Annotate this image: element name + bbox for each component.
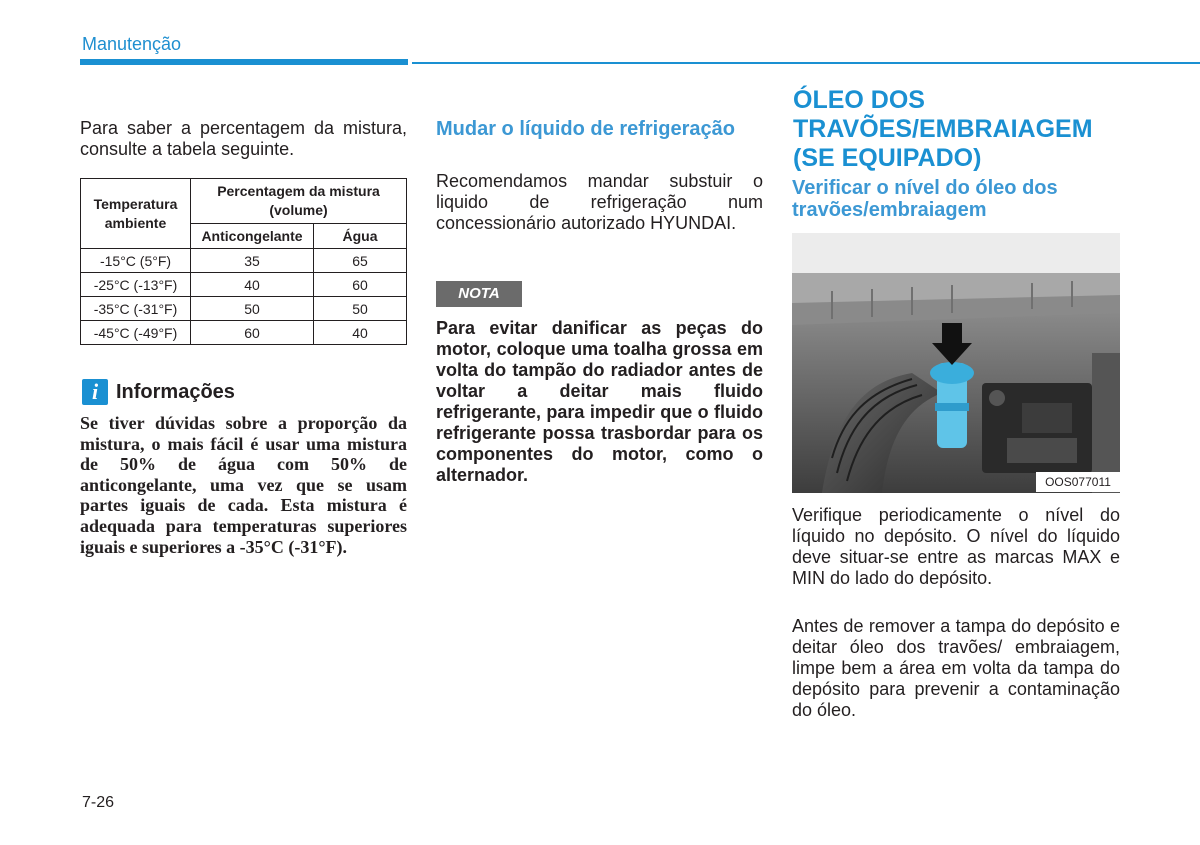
- cell-antifreeze: 35: [191, 249, 314, 273]
- cell-water: 65: [314, 249, 407, 273]
- page-number: 7-26: [82, 794, 115, 811]
- table-row: [81, 321, 407, 345]
- cell-water: 40: [314, 321, 407, 345]
- header-rule-thick: [80, 59, 408, 65]
- cell-antifreeze: 60: [191, 321, 314, 345]
- cell-water: 60: [314, 273, 407, 297]
- cell-temp: -35°C (-31°F): [81, 297, 191, 321]
- mixture-table: [80, 178, 407, 345]
- cell-antifreeze: 50: [191, 297, 314, 321]
- brake-paragraph-1: Verifique periodicamente o nível do líquido no depósito. O nível do líquido deve situar-se entre as marcas MAX e MIN do lado do depósito.: [792, 505, 1120, 588]
- section-title: ÓLEO DOS TRAVÕES/EMBRAIAGEM (SE EQUIPADO): [793, 86, 1093, 172]
- header-rule-thin: [412, 62, 1200, 64]
- section-header-title: Manutenção: [82, 34, 182, 54]
- table-header-temperature: Temperatura ambiente: [81, 179, 191, 249]
- coolant-heading: Mudar o líquido de refrigeração: [436, 118, 735, 140]
- cell-water: 50: [314, 297, 407, 321]
- table-header-water: Água: [314, 224, 407, 249]
- table-row: [81, 249, 407, 273]
- nota-badge: NOTA: [436, 281, 522, 307]
- cell-temp: -15°C (5°F): [81, 249, 191, 273]
- table-row: [81, 297, 407, 321]
- info-text: Se tiver dúvidas sobre a proporção da mistura, o mais fácil é usar uma mistura de 50% de água com 50% de anticongelante, uma vez que se usam partes iguais de cada. Esta mistura é adequada para temperaturas superiores iguais e superiores a -35°C (-31°F).: [80, 413, 407, 557]
- table-row: [81, 273, 407, 297]
- cell-temp: -45°C (-49°F): [81, 321, 191, 345]
- image-code: OOS077011: [1036, 472, 1120, 492]
- table-header-antifreeze: Anticongelante: [191, 224, 314, 249]
- cell-temp: -25°C (-13°F): [81, 273, 191, 297]
- intro-paragraph: Para saber a percentagem da mistura, consulte a tabela seguinte.: [80, 118, 407, 159]
- brake-subheading: Verificar o nível do óleo dos travões/embraiagem: [792, 177, 1058, 221]
- info-title: Informações: [116, 381, 235, 403]
- engine-bay-photo: [792, 233, 1120, 493]
- brake-paragraph-2: Antes de remover a tampa do depósito e deitar óleo dos travões/ embraiagem, limpe bem a área em volta da tampa do depósito para prevenir a contaminação do óleo.: [792, 616, 1120, 720]
- info-icon: i: [82, 379, 108, 405]
- coolant-paragraph: Recomendamos mandar substuir o liquido de refrigeração num concessionário autorizado HYUNDAI.: [436, 171, 763, 233]
- table-header-percentage: Percentagem da mistura (volume): [191, 179, 407, 224]
- nota-text: Para evitar danificar as peças do motor, coloque uma toalha grossa em volta do tampão do radiador antes de voltar a deitar mais fluido refrigerante, para impedir que o fluido refrigerante possa trasbordar para os componentes do motor, como o alternador.: [436, 318, 763, 485]
- cell-antifreeze: 40: [191, 273, 314, 297]
